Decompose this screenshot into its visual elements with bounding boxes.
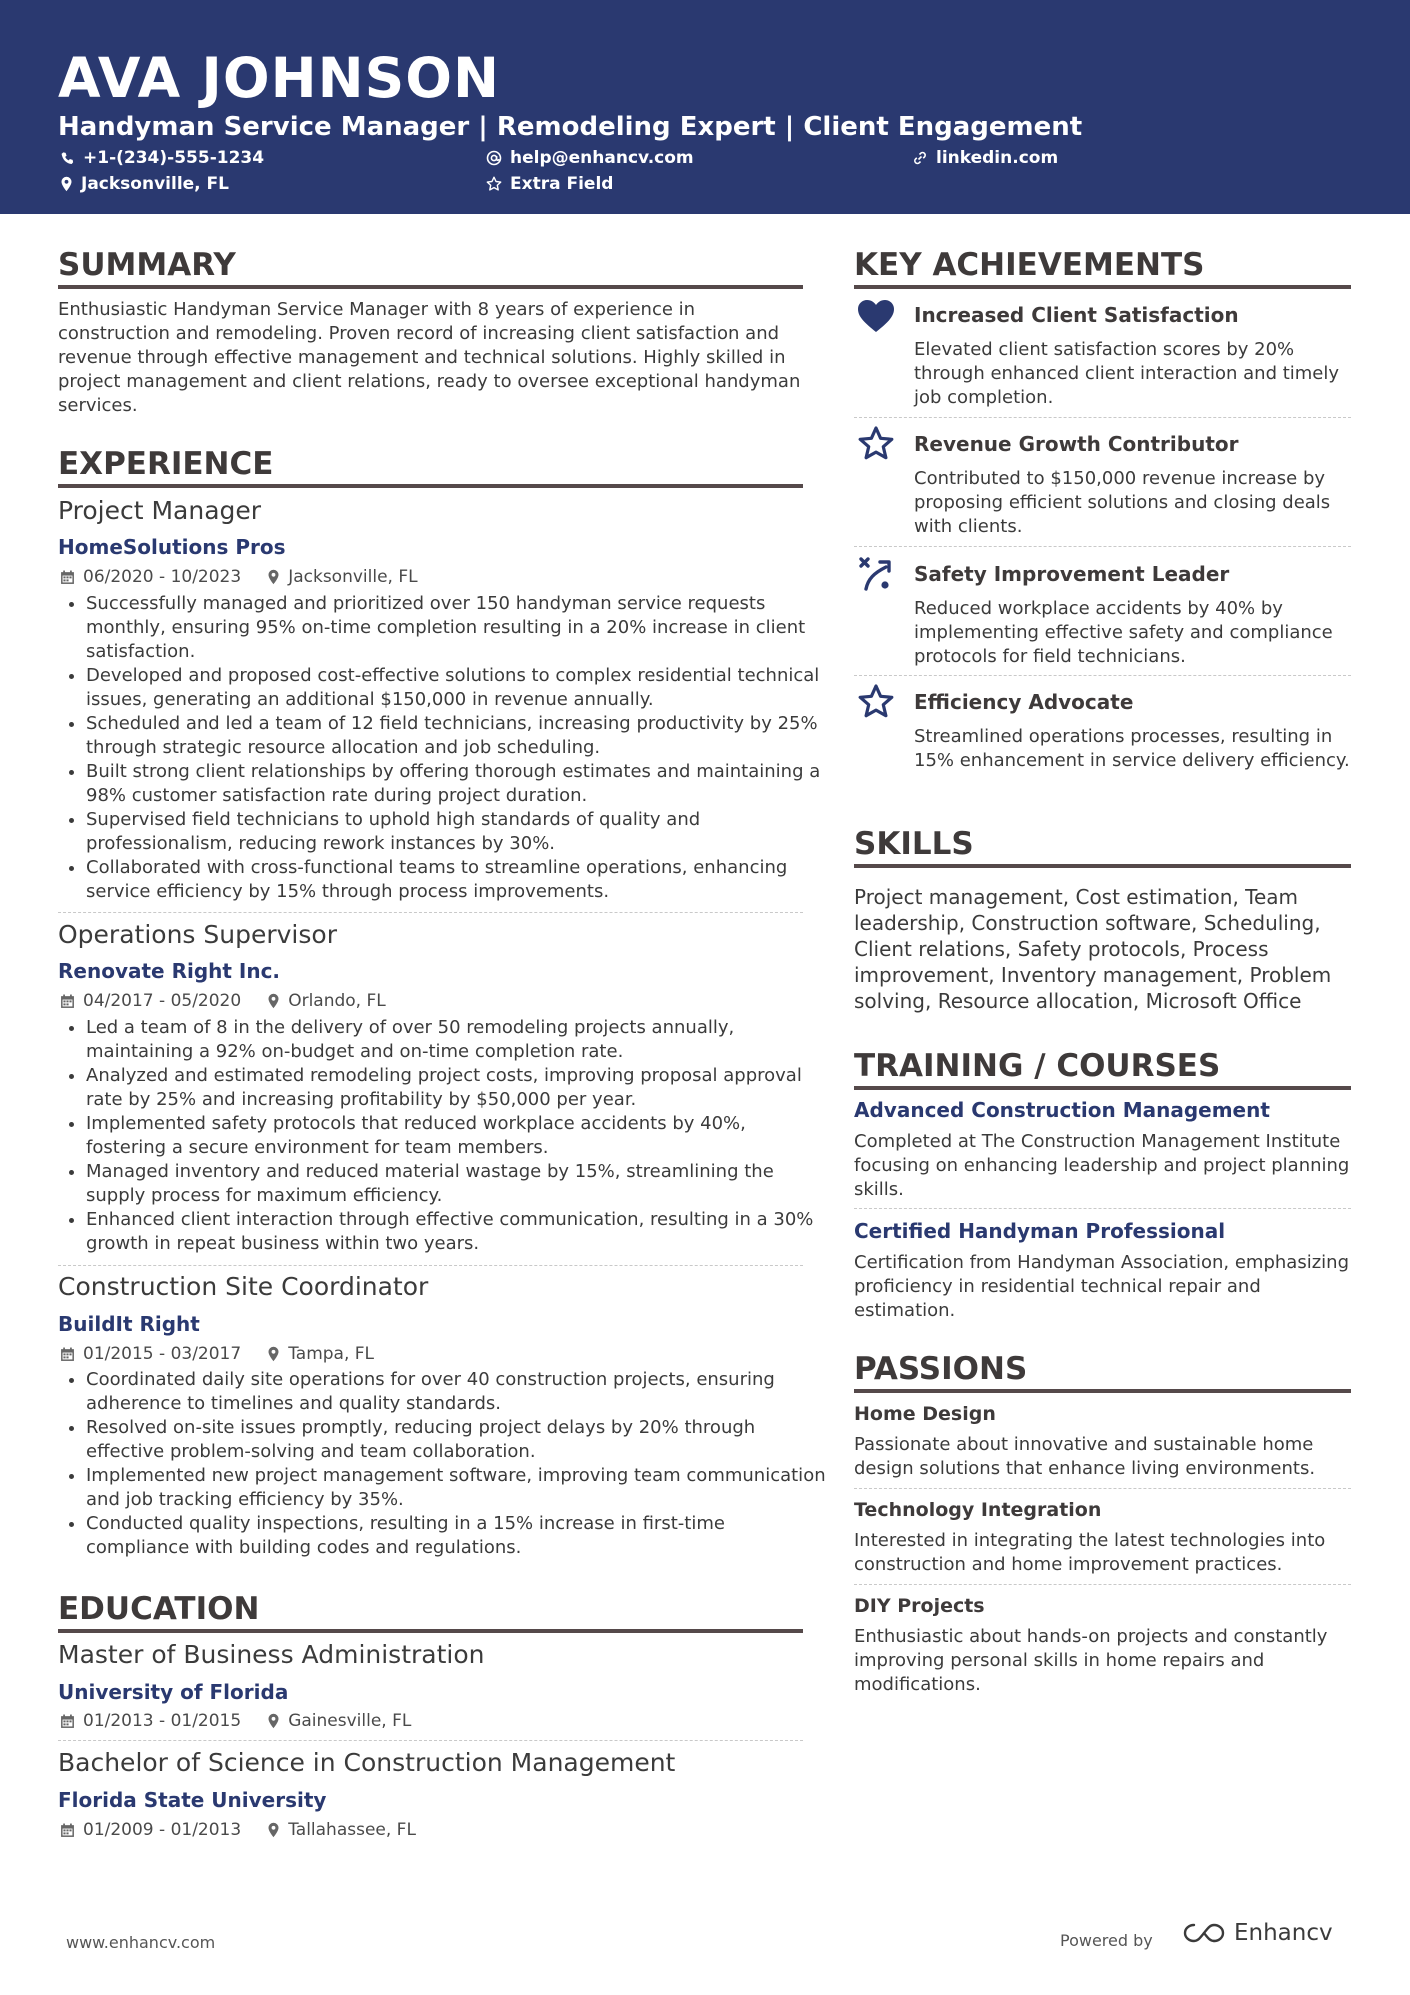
course-title: Advanced Construction Management bbox=[854, 1098, 1270, 1122]
job-dates: 01/2015 - 03/2017 bbox=[83, 1344, 242, 1364]
job-bullet: • Coordinated daily site operations for over 40 construction projects, ensuring adherence to timelines and quality standards. bbox=[86, 1368, 831, 1416]
location-pin-icon bbox=[267, 993, 280, 1009]
linkedin-text: linkedin.com bbox=[936, 148, 1059, 168]
location-text: Jacksonville, FL bbox=[81, 174, 229, 194]
job-bullet: • Supervised field technicians to uphold high standards of quality and professionalism, reducing rework instances by 30%. bbox=[86, 808, 831, 856]
summary-text: Enthusiastic Handyman Service Manager with 8 years of experience in construction and remodeling. Proven record of increasing client satisfaction and revenue through effective management and technical solutions. Highly skilled in project management and client relations, ready to oversee exceptional handyman services. bbox=[58, 299, 801, 416]
passion-text: Interested in integrating the latest technologies into construction and home improvement practices. bbox=[854, 1530, 1326, 1575]
job-bullet: • Analyzed and estimated remodeling project costs, improving proposal approval rate by 25% and increasing profitability by $50,000 per year. bbox=[86, 1064, 831, 1112]
school-name: Florida State University bbox=[58, 1788, 327, 1812]
job-bullet: • Built strong client relationships by offering thorough estimates and maintaining a 98% customer satisfaction rate during project duration. bbox=[86, 760, 831, 808]
passion-text: Enthusiastic about hands-on projects and constantly improving personal skills in home repairs and modifications. bbox=[854, 1626, 1328, 1695]
job-meta bbox=[60, 565, 418, 589]
job-bullet: • Developed and proposed cost-effective solutions to complex residential technical issues, generating an additional $150,000 in revenue annually. bbox=[86, 664, 831, 712]
job-divider bbox=[58, 1265, 803, 1266]
achievement-divider bbox=[854, 417, 1351, 418]
link-icon bbox=[912, 150, 928, 166]
achievement-divider bbox=[854, 546, 1351, 547]
candidate-tagline: Handyman Service Manager | Remodeling Expert | Client Engagement bbox=[58, 112, 1083, 142]
footer-website[interactable]: www.enhancv.com bbox=[66, 1933, 216, 1952]
job-bullets bbox=[58, 592, 831, 904]
job-location: Tampa, FL bbox=[288, 1344, 375, 1364]
achievements-divider bbox=[854, 285, 1351, 289]
achievement-title: Efficiency Advocate bbox=[914, 690, 1134, 714]
education-location: Tallahassee, FL bbox=[288, 1820, 416, 1840]
passion-title: Technology Integration bbox=[854, 1499, 1102, 1521]
job-meta bbox=[60, 1342, 374, 1366]
enhancv-logo-text: Enhancv bbox=[1234, 1920, 1333, 1946]
location-pin-icon bbox=[267, 1346, 280, 1362]
training-heading: TRAINING / COURSES bbox=[854, 1048, 1221, 1084]
achievements-heading: KEY ACHIEVEMENTS bbox=[854, 247, 1205, 283]
job-bullet: • Implemented safety protocols that reduced workplace accidents by 40%, fostering a secure environment for team members. bbox=[86, 1112, 831, 1160]
job-location: Orlando, FL bbox=[288, 991, 386, 1011]
job-bullet: • Conducted quality inspections, resulting in a 15% increase in first-time compliance with building codes and regulations. bbox=[86, 1512, 831, 1560]
job-location: Jacksonville, FL bbox=[288, 567, 418, 587]
job-meta bbox=[60, 989, 386, 1013]
achievement-title: Safety Improvement Leader bbox=[914, 562, 1230, 586]
location-pin-icon bbox=[267, 1713, 280, 1729]
at-icon bbox=[486, 150, 502, 166]
job-bullet: • Resolved on-site issues promptly, reducing project delays by 20% through effective problem-solving and team collaboration. bbox=[86, 1416, 831, 1464]
job-bullets bbox=[58, 1368, 831, 1560]
location-pin-icon bbox=[267, 569, 280, 585]
course-text: Completed at The Construction Management Institute focusing on enhancing leadership and project planning skills. bbox=[854, 1131, 1350, 1200]
skills-heading: SKILLS bbox=[854, 826, 974, 862]
contact-phone[interactable] bbox=[60, 146, 264, 170]
course-text: Certification from Handyman Association, emphasizing proficiency in residential technical repair and estimation. bbox=[854, 1252, 1349, 1321]
job-dates: 04/2017 - 05/2020 bbox=[83, 991, 242, 1011]
job-bullet: • Collaborated with cross-functional teams to streamline operations, enhancing service efficiency by 15% through process improvements. bbox=[86, 856, 831, 904]
job-role: Construction Site Coordinator bbox=[58, 1272, 429, 1301]
contact-extra bbox=[486, 172, 613, 196]
achievement-text: Streamlined operations processes, resulting in 15% enhancement in service delivery efficiency. bbox=[914, 726, 1350, 771]
strategy-icon bbox=[858, 556, 894, 592]
phone-text: +1-(234)-555-1234 bbox=[83, 148, 265, 168]
calendar-icon bbox=[60, 1714, 75, 1729]
education-divider-dashed bbox=[58, 1740, 803, 1741]
education-meta bbox=[60, 1818, 416, 1842]
job-role: Project Manager bbox=[58, 496, 262, 525]
achievement-divider bbox=[854, 675, 1351, 676]
contact-linkedin[interactable] bbox=[912, 146, 1058, 170]
education-divider bbox=[58, 1629, 803, 1633]
experience-divider bbox=[58, 484, 803, 488]
calendar-icon bbox=[60, 1823, 75, 1838]
candidate-name: AVA JOHNSON bbox=[58, 46, 501, 110]
achievement-title: Increased Client Satisfaction bbox=[914, 303, 1239, 327]
achievement-text: Reduced workplace accidents by 40% by implementing effective safety and compliance protocols for field technicians. bbox=[914, 598, 1333, 667]
job-divider bbox=[58, 912, 803, 913]
passions-divider bbox=[854, 1389, 1351, 1393]
education-dates: 01/2009 - 01/2013 bbox=[83, 1820, 242, 1840]
resume-header bbox=[0, 0, 1410, 214]
course-divider bbox=[854, 1208, 1351, 1209]
summary-heading: SUMMARY bbox=[58, 247, 236, 283]
star-icon bbox=[858, 684, 894, 720]
calendar-icon bbox=[60, 994, 75, 1009]
passion-title: DIY Projects bbox=[854, 1595, 985, 1617]
job-bullet: • Enhanced client interaction through effective communication, resulting in a 30% growth in repeat business within two years. bbox=[86, 1208, 831, 1256]
education-heading: EDUCATION bbox=[58, 1591, 260, 1627]
job-bullet: • Managed inventory and reduced material wastage by 15%, streamlining the supply process for maximum efficiency. bbox=[86, 1160, 831, 1208]
job-bullet: • Scheduled and led a team of 12 field technicians, increasing productivity by 25% through strategic resource allocation and job scheduling. bbox=[86, 712, 831, 760]
job-bullets bbox=[58, 1016, 831, 1256]
phone-icon bbox=[60, 151, 75, 166]
passion-title: Home Design bbox=[854, 1403, 996, 1425]
education-location: Gainesville, FL bbox=[288, 1711, 412, 1731]
achievement-text: Elevated client satisfaction scores by 20% through enhanced client interaction and timely job completion. bbox=[914, 339, 1340, 408]
job-role: Operations Supervisor bbox=[58, 920, 337, 949]
passion-divider bbox=[854, 1488, 1351, 1489]
location-pin-icon bbox=[60, 176, 73, 192]
calendar-icon bbox=[60, 570, 75, 585]
skills-divider bbox=[854, 864, 1351, 868]
job-bullet: • Led a team of 8 in the delivery of over 50 remodeling projects annually, maintaining a 92% on-budget and on-time completion rate. bbox=[86, 1016, 831, 1064]
summary-divider bbox=[58, 285, 803, 289]
calendar-icon bbox=[60, 1347, 75, 1362]
skills-list: Project management, Cost estimation, Team leadership, Construction software, Scheduling, Client relations, Safety protocols, Process improvement, Inventory management, Problem solving, Resource allocation, Microsoft Office bbox=[854, 885, 1332, 1013]
achievement-text: Contributed to $150,000 revenue increase by proposing efficient solutions and closing deals with clients. bbox=[914, 468, 1331, 537]
contact-email[interactable] bbox=[486, 146, 694, 170]
degree-title: Master of Business Administration bbox=[58, 1640, 485, 1669]
email-text: help@enhancv.com bbox=[510, 148, 694, 168]
passion-text: Passionate about innovative and sustainable home design solutions that enhance living environments. bbox=[854, 1434, 1316, 1479]
star-outline-icon bbox=[486, 176, 502, 192]
education-meta bbox=[60, 1709, 411, 1733]
job-dates: 06/2020 - 10/2023 bbox=[83, 567, 242, 587]
contact-location bbox=[60, 172, 229, 196]
degree-title: Bachelor of Science in Construction Management bbox=[58, 1748, 676, 1777]
experience-heading: EXPERIENCE bbox=[58, 446, 274, 482]
job-company: HomeSolutions Pros bbox=[58, 535, 286, 559]
job-bullet: • Successfully managed and prioritized over 150 handyman service requests monthly, ensuring 95% on-time completion resulting in a 20% increase in client satisfaction. bbox=[86, 592, 831, 664]
passions-heading: PASSIONS bbox=[854, 1351, 1028, 1387]
enhancv-logo[interactable] bbox=[1180, 1920, 1333, 1946]
training-divider bbox=[854, 1086, 1351, 1090]
location-pin-icon bbox=[267, 1822, 280, 1838]
job-company: Renovate Right Inc. bbox=[58, 959, 281, 983]
education-dates: 01/2013 - 01/2015 bbox=[83, 1711, 242, 1731]
extra-text: Extra Field bbox=[510, 174, 614, 194]
job-company: BuildIt Right bbox=[58, 1312, 200, 1336]
course-title: Certified Handyman Professional bbox=[854, 1219, 1226, 1243]
achievement-title: Revenue Growth Contributor bbox=[914, 432, 1239, 456]
star-icon bbox=[858, 426, 894, 462]
footer-powered-by: Powered by bbox=[1060, 1931, 1153, 1950]
job-bullet: • Implemented new project management software, improving team communication and job tracking efficiency by 35%. bbox=[86, 1464, 831, 1512]
school-name: University of Florida bbox=[58, 1680, 289, 1704]
passion-divider bbox=[854, 1584, 1351, 1585]
heart-icon bbox=[856, 298, 896, 334]
enhancv-logo-icon bbox=[1180, 1920, 1228, 1946]
